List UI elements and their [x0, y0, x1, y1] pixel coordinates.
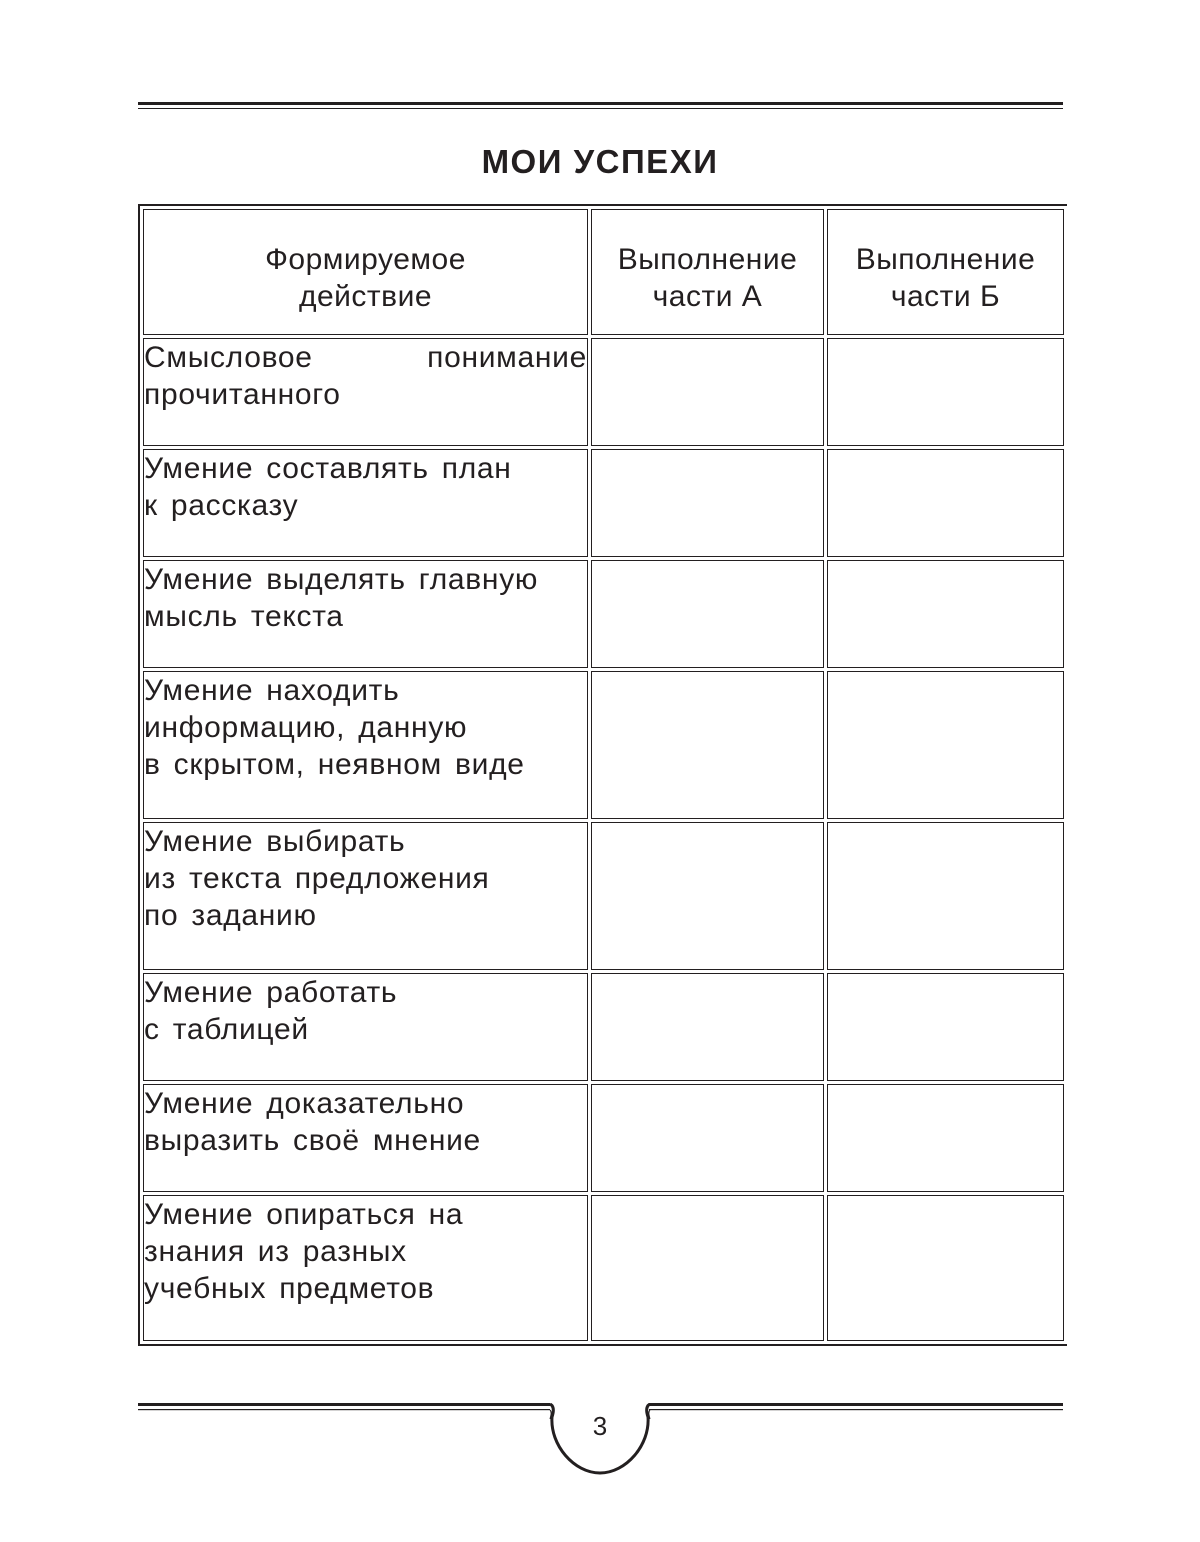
part-a-cell[interactable] [591, 338, 824, 446]
action-line: Умение доказательно [144, 1087, 465, 1120]
action-line: выразить своё мнение [144, 1124, 481, 1157]
action-line: мысль текста [144, 600, 344, 633]
part-b-cell[interactable] [827, 338, 1064, 446]
table-row [143, 1195, 1064, 1341]
action-line: Умение работать [144, 976, 398, 1009]
table-header-row [143, 209, 1064, 335]
table-row [143, 560, 1064, 668]
header-action-line: действие [298, 280, 433, 313]
action-line: прочитанного [144, 378, 341, 411]
part-b-cell[interactable] [827, 973, 1064, 1081]
part-a-cell[interactable] [591, 449, 824, 557]
header-action-line: Формируемое [265, 243, 466, 276]
top-double-rule [138, 102, 1063, 109]
part-b-cell[interactable] [827, 1195, 1064, 1341]
action-line: с таблицей [144, 1013, 309, 1046]
action-cell [143, 671, 588, 819]
header-part-b-line: Выполнение [855, 243, 1036, 276]
action-line: в скрытом, неявном виде [144, 748, 525, 781]
header-action [143, 209, 588, 335]
table-row [143, 1084, 1064, 1192]
action-cell [143, 338, 588, 446]
action-word: понимание [427, 341, 587, 374]
action-line: учебных предметов [144, 1272, 435, 1305]
action-line [144, 339, 587, 376]
action-cell [143, 973, 588, 1081]
table-row [143, 973, 1064, 1081]
action-cell [143, 1084, 588, 1192]
action-line: Умение составлять план [144, 452, 512, 485]
page-title: МОИ УСПЕХИ [481, 143, 719, 180]
part-b-cell[interactable] [827, 671, 1064, 819]
action-line: Умение опираться на [144, 1198, 464, 1231]
action-line: Умение выделять главную [144, 563, 539, 596]
action-line: по заданию [144, 899, 317, 932]
table-row [143, 338, 1064, 446]
table-row [143, 822, 1064, 970]
part-b-cell[interactable] [827, 449, 1064, 557]
action-cell [143, 449, 588, 557]
header-part-b [827, 209, 1064, 335]
action-line: Умение выбирать [144, 825, 406, 858]
action-line: из текста предложения [144, 862, 490, 895]
part-a-cell[interactable] [591, 671, 824, 819]
page-footer [138, 1403, 1063, 1493]
header-part-b-line: части Б [890, 280, 1001, 313]
header-part-a-line: части А [652, 280, 763, 313]
action-line: информацию, данную [144, 711, 468, 744]
action-line: знания из разных [144, 1235, 407, 1268]
action-cell [143, 1195, 588, 1341]
table-row [143, 671, 1064, 819]
page-number: 3 [592, 1411, 608, 1441]
part-a-cell[interactable] [591, 1195, 824, 1341]
action-line: к рассказу [144, 489, 299, 522]
action-cell [143, 560, 588, 668]
table-row [143, 449, 1064, 557]
progress-table-wrapper [138, 204, 1067, 1346]
header-part-a-line: Выполнение [617, 243, 798, 276]
action-cell [143, 822, 588, 970]
header-part-a [591, 209, 824, 335]
part-a-cell[interactable] [591, 560, 824, 668]
part-b-cell[interactable] [827, 822, 1064, 970]
part-a-cell[interactable] [591, 973, 824, 1081]
part-b-cell[interactable] [827, 1084, 1064, 1192]
part-a-cell[interactable] [591, 822, 824, 970]
part-a-cell[interactable] [591, 1084, 824, 1192]
part-b-cell[interactable] [827, 560, 1064, 668]
action-word: Смысловое [144, 341, 313, 374]
progress-table [138, 204, 1067, 1346]
action-line: Умение находить [144, 674, 400, 707]
